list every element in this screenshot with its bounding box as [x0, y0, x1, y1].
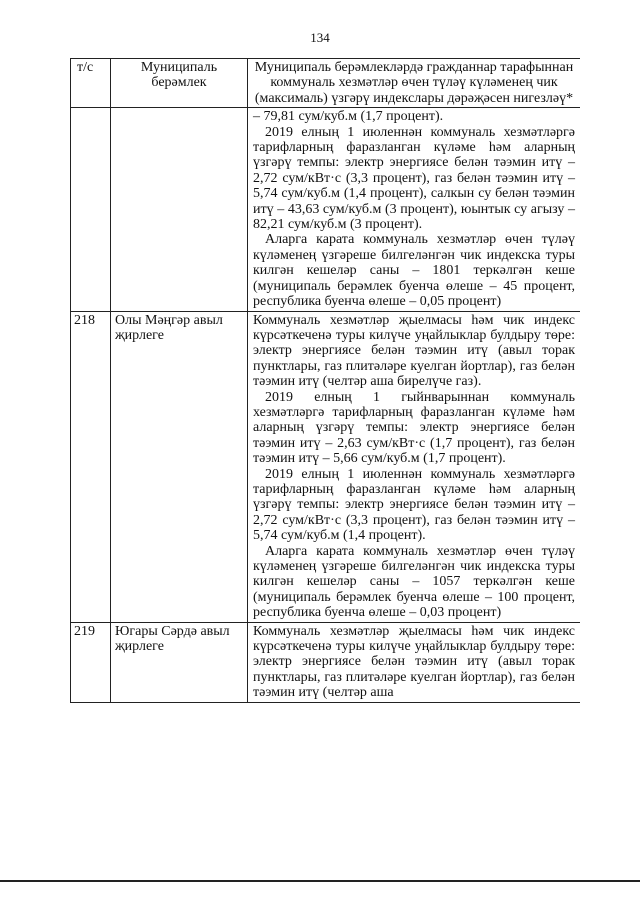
description-paragraph: 2019 елның 1 июленнән коммуналь хезмәтләргә тарифларның фаразланган күләме һәм аларның үзгәрү темпы: электр энергиясе белән тәэмин итү – 2,72 сум/кВт·с (3,3 процент), газ белән тәэмин итү – 5,74 сум/куб.м (1,4 процент), салкын су белән тәэмин итү – 43,63 сум/куб.м (3 процент), юынтык су агызу – 82,21 сум/куб.м (3 процент).: [253, 124, 575, 233]
table-header: [71, 59, 581, 108]
header-num: т/с: [71, 59, 111, 108]
header-description: Муниципаль берәмлекләрдә гражданнар тарафыннан коммуналь хезмәтләр өчен түләү күләменең чик (максималь) үзгәрү индекслары дәрәҗәсен нигезләү*: [248, 59, 581, 108]
description-paragraph: – 79,81 сум/куб.м (1,7 процент).: [253, 109, 444, 125]
row-number: [71, 108, 111, 311]
description-paragraph: 2019 елның 1 гыйнварыннан коммуналь хезмәтләргә тарифларның фаразланган күләме һәм аларның үзгәрү темпы: электр энергиясе белән тәэмин итү – 2,63 сум/кВт·с (1,7 процент), газ белән тәэмин итү – 5,66 сум/куб.м (1,7 процент).: [253, 389, 575, 467]
description-cell: [248, 311, 581, 622]
table-row: [71, 622, 581, 702]
header-municipality: Муниципаль берәмлек: [111, 59, 248, 108]
description-paragraph: Аларга карата коммуналь хезмәтләр өчен түләү күләменең үзгәреше билгеләнгән чик индекска туры килгән кешеләр саны – 1057 теркәлгән кеше (муниципаль берәмлек буенча өлеше – 100 процент, республика буенча өлеше – 0,03 процент): [253, 543, 575, 621]
row-number: 219: [71, 622, 111, 702]
municipality-name: [111, 108, 248, 311]
description-cell: [248, 622, 581, 702]
table-body: [71, 108, 581, 702]
description-cell: [248, 108, 581, 311]
row-number: 218: [71, 311, 111, 622]
municipality-name: Югары Сәрдә авыл җирлеге: [111, 622, 248, 702]
page-number: 134: [310, 30, 330, 45]
header-row: [71, 59, 581, 108]
bottom-rule: [0, 880, 640, 882]
description-paragraph: 2019 елның 1 июленнән коммуналь хезмәтләргә тарифларның фаразланган күләме һәм аларның үзгәрү темпы: электр энергиясе белән тәэмин итү – 2,72 сум/кВт·с (3,3 процент), газ белән тәэмин итү – 5,74 сум/куб.м (1,4 процент).: [253, 466, 575, 544]
municipality-name: Олы Мәңгәр авыл җирлеге: [111, 311, 248, 622]
description-paragraph: Коммуналь хезмәтләр җыелмасы һәм чик индекс күрсәткеченә туры килүче уңайлыклар булдыру төре: электр энергиясе белән тәэмин итү (авыл торак пунктлары, газ плитәләре куелган йортлар), газ белән тәэмин итү (челтәр аша бирелүче газ).: [253, 312, 575, 390]
table-container: [70, 58, 580, 848]
tariff-table: [70, 58, 580, 703]
table-row: [71, 108, 581, 311]
description-paragraph: Коммуналь хезмәтләр җыелмасы һәм чик индекс күрсәткеченә туры килүче уңайлыклар булдыру төре: электр энергиясе белән тәэмин итү (авыл торак пунктлары, газ плитәләре куелган йортлар), газ белән тәэмин итү (челтәр аша: [253, 623, 575, 701]
table-row: [71, 311, 581, 622]
description-paragraph: Аларга карата коммуналь хезмәтләр өчен түләү күләменең үзгәреше билгеләнгән чик индекска туры килгән кешеләр саны – 1801 теркәлгән кеше (муниципаль берәмлек буенча өлеше – 45 процент, республика буенча өлеше – 0,05 процент): [253, 232, 575, 310]
